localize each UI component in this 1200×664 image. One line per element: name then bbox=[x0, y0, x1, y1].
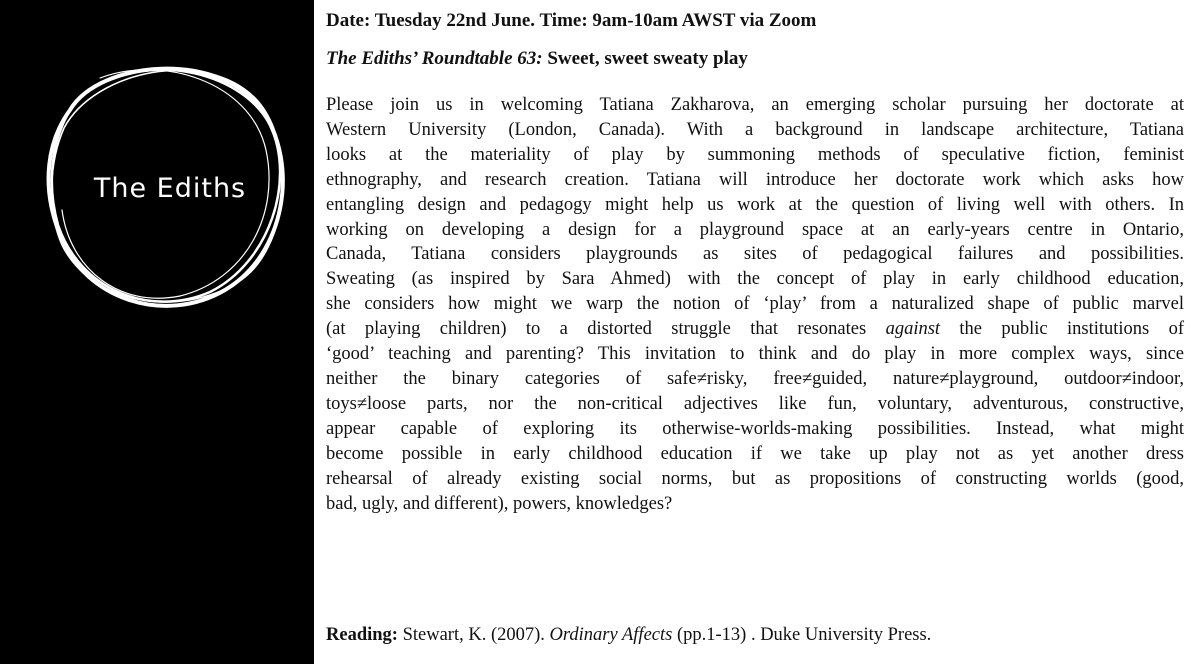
description-line: bad, ugly, and different), powers, knowledges? bbox=[326, 493, 673, 514]
event-title-text: Sweet, sweet sweaty play bbox=[542, 48, 748, 69]
description-line: Canada, Tatiana considers playgrounds as sites of pedagogical failures and possibilities. bbox=[326, 244, 1184, 265]
description-line: appear capable of exploring its otherwise-worlds-making possibilities. Instead, what might bbox=[326, 418, 1184, 439]
emphasis-against: against bbox=[885, 319, 941, 340]
description-line: ethnography, and research creation. Tatiana will introduce her doctorate work which asks how bbox=[326, 169, 1184, 190]
description-line: working on developing a design for a playground space at an early-years centre in Ontario, bbox=[326, 219, 1184, 240]
description-line: toys≠loose parts, nor the non-critical adjectives like fun, voluntary, adventurous, constructive, bbox=[326, 393, 1184, 414]
description-line: Sweating (as inspired by Sara Ahmed) with the concept of play in early childhood education, bbox=[326, 269, 1184, 290]
description-line bbox=[326, 317, 1184, 342]
reading-citation-end: (pp.1-13) . Duke University Press. bbox=[672, 625, 932, 645]
ediths-logo bbox=[0, 0, 314, 664]
event-description bbox=[326, 93, 1184, 516]
description-line: entangling design and pedagogy might help us work at the question of living well with others. In bbox=[326, 194, 1184, 215]
logo-panel bbox=[0, 0, 314, 664]
reading-reference bbox=[326, 623, 931, 648]
date-time-line: Date: Tuesday 22nd June. Time: 9am-10am AWST via Zoom bbox=[326, 10, 817, 31]
description-line: she considers how might we warp the notion of ‘play’ from a naturalized shape of public marvel bbox=[326, 294, 1184, 315]
logo-text: The Ediths bbox=[93, 173, 247, 204]
event-title bbox=[326, 46, 1184, 72]
description-line: become possible in early childhood education if we take up play not as yet another dress bbox=[326, 443, 1184, 464]
description-line: Western University (London, Canada). With a background in landscape architecture, Tatiana bbox=[326, 119, 1184, 140]
description-line: looks at the materiality of play by summoning methods of speculative fiction, feminist bbox=[326, 144, 1184, 165]
series-name: The Ediths’ Roundtable 63: bbox=[326, 48, 543, 69]
description-fragment: (at playing children) to a distorted struggle that resonates bbox=[326, 319, 886, 340]
description-line: neither the binary categories of safe≠risky, free≠guided, nature≠playground, outdoor≠indoor, bbox=[326, 368, 1184, 389]
reading-book-title: Ordinary Affects bbox=[549, 625, 673, 645]
description-line: Please join us in welcoming Tatiana Zakharova, an emerging scholar pursuing her doctorate at bbox=[326, 95, 1184, 115]
description-fragment: the public institutions of bbox=[940, 319, 1184, 340]
reading-citation: Stewart, K. (2007). bbox=[397, 625, 550, 645]
description-line: ‘good’ teaching and parenting? This invitation to think and do play in more complex ways, since bbox=[326, 344, 1184, 365]
description-line: rehearsal of already existing social norms, but as propositions of constructing worlds (good, bbox=[326, 468, 1184, 489]
event-content bbox=[326, 8, 1184, 516]
reading-label: Reading: bbox=[326, 625, 398, 645]
